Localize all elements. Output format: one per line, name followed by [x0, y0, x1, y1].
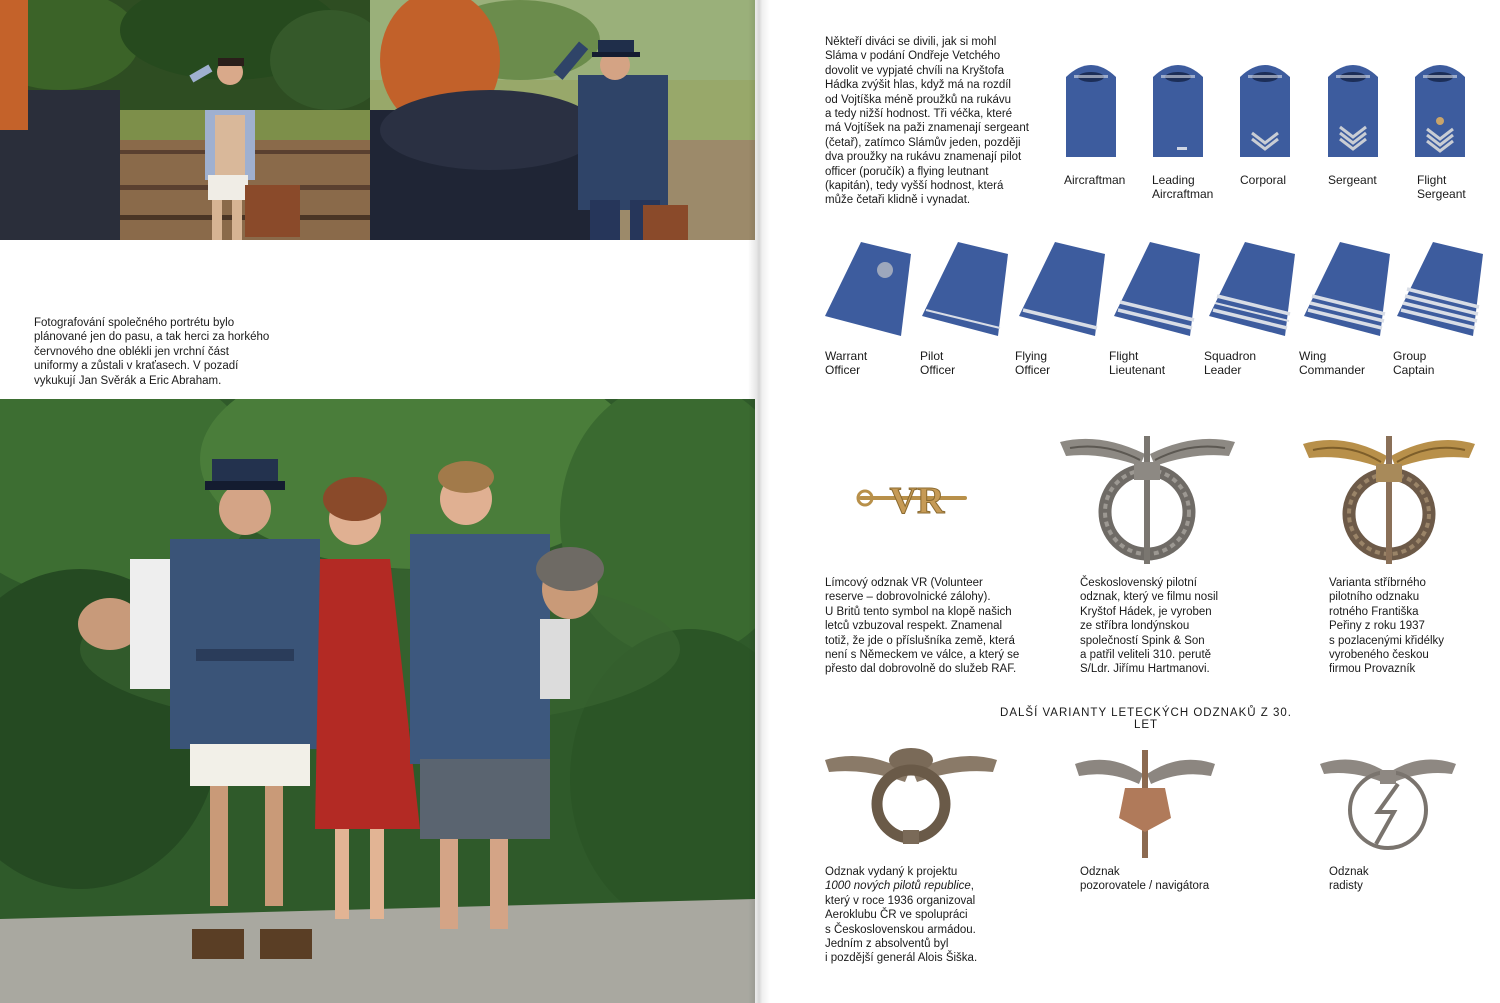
badge-observer-caption [1080, 865, 1280, 894]
rank-label-flight-sergeant: Flight Sergeant [1417, 173, 1466, 201]
rank-label-flight-lieutenant: Flight Lieutenant [1109, 349, 1166, 377]
rank-insignia-flight-sergeant [1415, 57, 1465, 159]
rank-label-warrant-officer: Warrant Officer [825, 349, 868, 377]
vr-badge-caption-text: Límcový odznak VR (Volunteer reserve – dobrovolnické zálohy). U Britů tento symbol na klopě našich letců vzbuzoval respekt. Znamenal totiž, že jde o příslušníka země, která není s Německem ve válce, a který se přesto dal dobrovolně do služeb RAF. [825, 577, 1020, 676]
rank-label-group-captain: Group Captain [1393, 349, 1435, 377]
badge-observer-navigator [1075, 748, 1215, 860]
caption-text: Fotografování společného portrétu bylo plánované jen do pasu, a tak herci za horkého červnového dne oblékli jen vrchní část uniformy a zůstali v kraťasech. V pozadí vykukují Jan Svěrák a Eric Abraham. [34, 317, 270, 387]
badge-1000-pilots-caption-line1 [825, 865, 1045, 879]
gilded-badge-caption-text: Varianta stříbrného pilotního odznaku rotného Františka Peřiny z roku 1937 s pozlacenými křidélky vyrobeného českou firmou Provazník [1329, 577, 1445, 676]
rank-insignia-flying-officer [1017, 240, 1107, 340]
rank-insignia-squadron-leader [1207, 240, 1297, 340]
badge-1000-pilots-caption [825, 865, 1045, 966]
rank-label-squadron-leader: Squadron Leader [1204, 349, 1257, 377]
badge-1000-pilots-caption-rest [825, 879, 1045, 965]
intro-paragraph: Někteří diváci se divili, jak si mohl Sláma v podání Ondřeje Vetchého dovolit ve vypjaté chvíli na Kryštofa Hádka zvýšit hlas, když má na rozdíl od Vojtíška méně proužků na rukávu a tedy nižší hodnost. Tři véčka, které má Vojtíšek na paži znamenají sergeant (četař), zatímco Slámův jeden, později dva proužky na rukávu znamenají pilot officer (poručík) a flying leutnant (kapitán), tedy vyšší hodnost, která může četaři klidně i vynadat. [825, 36, 1029, 207]
photo-platform-salute-uniform [370, 0, 755, 240]
right-page [755, 0, 1500, 1003]
czechoslovak-pilot-badge-silver [1060, 432, 1235, 567]
vr-collar-badge [855, 475, 970, 525]
rank-intro-text [825, 35, 1055, 208]
rank-label-pilot-officer: Pilot Officer [920, 349, 956, 377]
rank-insignia-group-captain [1395, 240, 1485, 340]
rank-insignia-warrant-officer [823, 240, 913, 340]
badge-observer-caption-text: Odznak pozorovatele / navigátora [1080, 866, 1210, 893]
gilded-badge-caption [1329, 576, 1489, 677]
caption-1000-after: , který v roce 1936 organizoval Aeroklubu ČR ve spolupráci s Československou armádou. Jedním z absolventů byl i pozdější generál Alois Šiška. [825, 880, 978, 965]
vr-badge-letters: VR [889, 480, 945, 522]
rank-label-flying-officer: Flying Officer [1015, 349, 1051, 377]
badge-radio-caption [1329, 865, 1479, 894]
photo-platform-salute-casual [0, 0, 370, 240]
badge-radio-caption-text: Odznak radisty [1329, 866, 1369, 893]
rank-insignia-corporal [1240, 57, 1290, 159]
badge-radio-operator [1320, 750, 1456, 860]
group-photo-caption [34, 316, 324, 388]
caption-1000-italic: 1000 nových pilotů republice [825, 880, 971, 893]
rank-label-sergeant: Sergeant [1328, 173, 1377, 187]
rank-label-corporal: Corporal [1240, 173, 1287, 187]
rank-label-leading-aircraftman: Leading Aircraftman [1152, 173, 1214, 201]
caption-1000-before: Odznak vydaný k projektu [825, 866, 958, 878]
photo-group-portrait [0, 399, 755, 1003]
rank-insignia-aircraftman [1066, 57, 1116, 159]
vr-badge-caption [825, 576, 1055, 677]
rank-insignia-leading-aircraftman [1153, 57, 1203, 159]
section-title-badge-variants: DALŠÍ VARIANTY LETECKÝCH ODZNAKŮ Z 30. LET [1000, 707, 1292, 731]
rank-label-aircraftman: Aircraftman [1064, 173, 1126, 187]
badge-1000-pilots [825, 742, 997, 850]
rank-insignia-sergeant [1328, 57, 1378, 159]
rank-insignia-flight-lieutenant [1112, 240, 1202, 340]
rank-label-wing-commander: Wing Commander [1299, 349, 1366, 377]
rank-insignia-pilot-officer [920, 240, 1010, 340]
czechoslovak-pilot-badge-gilded [1303, 432, 1475, 567]
rank-insignia-wing-commander [1302, 240, 1392, 340]
silver-badge-caption [1080, 576, 1280, 677]
silver-badge-caption-text: Československý pilotní odznak, který ve filmu nosil Kryštof Hádek, je vyroben ze stříbra londýnskou společností Spink & Son a patřil veliteli 310. perutě S/Ldr. Jiřímu Hartmanovi. [1080, 577, 1219, 676]
